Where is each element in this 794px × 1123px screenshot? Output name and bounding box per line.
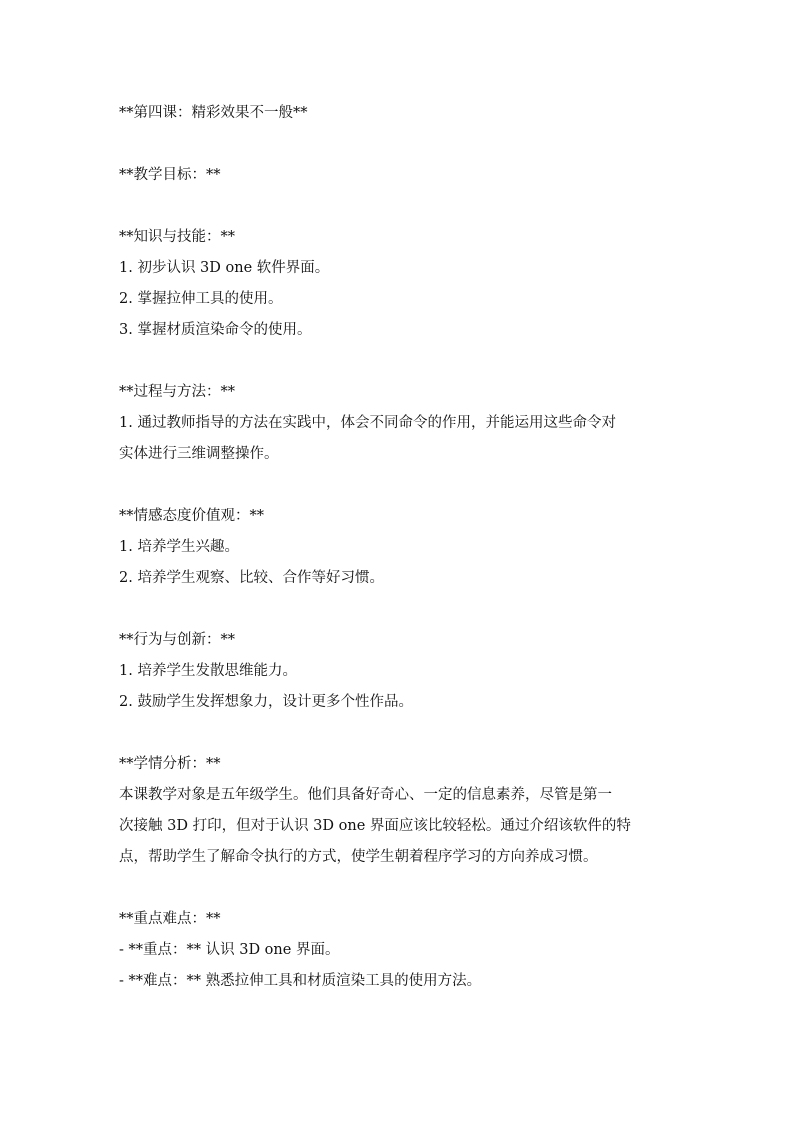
list-item: 3. 掌握材质渲染命令的使用。 — [119, 322, 312, 338]
subheading-behavior-innovation: **行为与创新：** — [119, 632, 235, 648]
subheading-attitude-values: **情感态度价值观：** — [119, 508, 264, 524]
list-item: 2. 鼓励学生发挥想象力，设计更多个性作品。 — [119, 694, 413, 710]
bullet-key-point: - **重点：** 认识 3D one 界面。 — [119, 942, 340, 958]
list-item: 2. 掌握拉伸工具的使用。 — [119, 291, 283, 307]
paragraph-line: 本课教学对象是五年级学生。他们具备好奇心、一定的信息素养，尽管是第一 — [119, 787, 612, 803]
section-heading-learner-analysis: **学情分析：** — [119, 756, 221, 772]
list-item: 1. 通过教师指导的方法在实践中，体会不同命令的作用，并能运用这些命令对 — [119, 415, 616, 431]
subheading-process-method: **过程与方法：** — [119, 384, 235, 400]
paragraph-line: 点，帮助学生了解命令执行的方式，使学生朝着程序学习的方向养成习惯。 — [119, 849, 598, 865]
list-item: 1. 培养学生兴趣。 — [119, 539, 239, 555]
subheading-knowledge-skills: **知识与技能：** — [119, 229, 235, 245]
paragraph-line: 次接触 3D 打印，但对于认识 3D one 界面应该比较轻松。通过介绍该软件的特 — [119, 818, 631, 834]
lesson-title: **第四课：精彩效果不一般** — [119, 105, 308, 121]
list-item: 2. 培养学生观察、比较、合作等好习惯。 — [119, 570, 384, 586]
list-item: 1. 初步认识 3D one 软件界面。 — [119, 260, 330, 276]
list-item: 1. 培养学生发散思维能力。 — [119, 663, 297, 679]
section-heading-objectives: **教学目标：** — [119, 167, 221, 183]
section-heading-key-difficult-points: **重点难点：** — [119, 911, 221, 927]
bullet-difficult-point: - **难点：** 熟悉拉伸工具和材质渲染工具的使用方法。 — [119, 973, 482, 989]
list-item-continuation: 实体进行三维调整操作。 — [119, 446, 279, 462]
